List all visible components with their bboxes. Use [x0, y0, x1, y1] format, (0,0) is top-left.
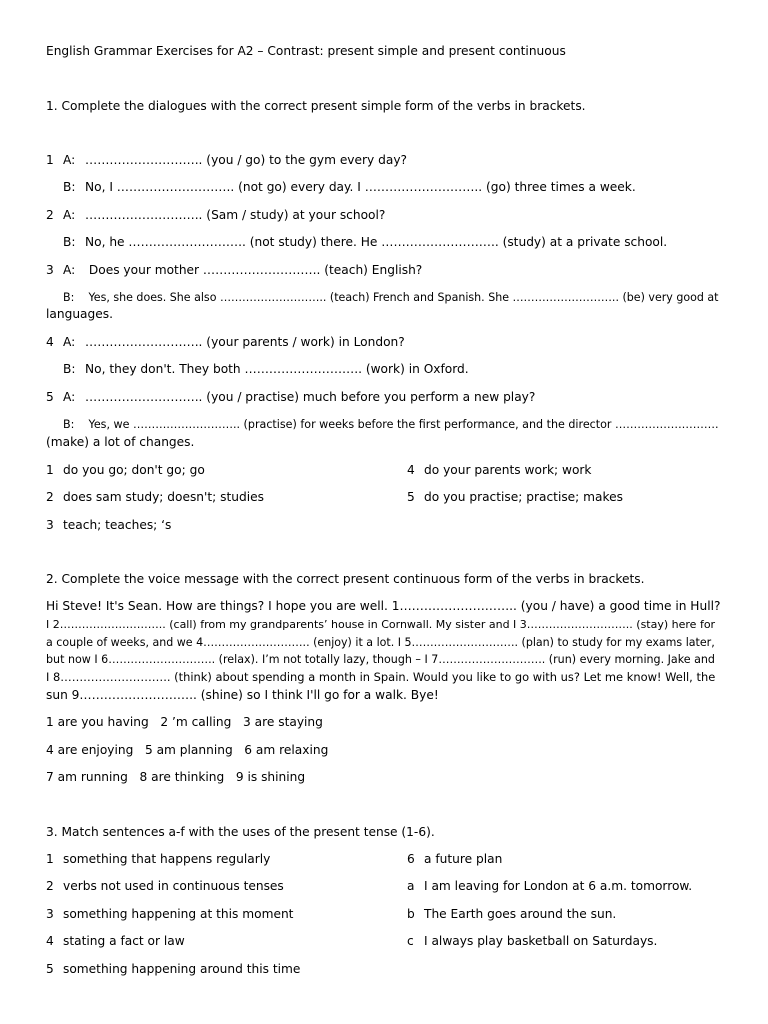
dialogue-line: 5 A: ……………………….. (you / practise) much before you perform a new play? [46, 390, 536, 404]
match-item: 1 something that happens regularly [46, 852, 271, 866]
answer-item: 3 teach; teaches; ‘s [46, 518, 172, 532]
match-item: a I am leaving for London at 6 a.m. tomorrow. [407, 879, 693, 893]
message-line: a couple of weeks, and we 4……………………….. (enjoy) it a lot. I 5……………………….. (plan) to study for my exams later, [46, 636, 715, 649]
answer-item: 4 do your parents work; work [407, 463, 592, 477]
dialogue-line: B: No, he ……………………….. (not study) there. He ……………………….. (study) at a private school. [63, 235, 668, 249]
answer-row: 4 are enjoying 5 am planning 6 am relaxing [46, 743, 329, 757]
dialogue-line: B: Yes, she does. She also ……………………….. (teach) French and Spanish. She ……………………….. (be) very good at [63, 291, 719, 304]
dialogue-line: B: No, they don't. They both ……………………….. (work) in Oxford. [63, 362, 469, 376]
exercise-1-heading: 1. Complete the dialogues with the correct present simple form of the verbs in brackets. [46, 99, 586, 113]
message-line: but now I 6……………………….. (relax). I’m not totally lazy, though – I 7……………………….. (run) every morning. Jake and [46, 653, 715, 666]
page-title: English Grammar Exercises for A2 – Contrast: present simple and present continuous [46, 44, 566, 58]
match-item: 2 verbs not used in continuous tenses [46, 879, 284, 893]
answer-row: 1 are you having 2 ’m calling 3 are staying [46, 715, 323, 729]
dialogue-line: languages. [46, 307, 113, 321]
dialogue-line: 1 A: ……………………….. (you / go) to the gym every day? [46, 153, 408, 167]
dialogue-line: B: No, I ……………………….. (not go) every day. I ……………………….. (go) three times a week. [63, 180, 636, 194]
match-item: 6 a future plan [407, 852, 503, 866]
exercise-2-heading: 2. Complete the voice message with the correct present continuous form of the verbs in brackets. [46, 572, 645, 586]
match-item: 5 something happening around this time [46, 962, 301, 976]
answer-item: 2 does sam study; doesn't; studies [46, 490, 264, 504]
match-item: 3 something happening at this moment [46, 907, 294, 921]
dialogue-line: (make) a lot of changes. [46, 435, 195, 449]
message-line: Hi Steve! It's Sean. How are things? I hope you are well. 1……………………….. (you / have) a good time in Hull? [46, 599, 721, 613]
message-line: sun 9……………………….. (shine) so I think I'll go for a walk. Bye! [46, 688, 439, 702]
exercise-3-heading: 3. Match sentences a-f with the uses of the present tense (1-6). [46, 825, 435, 839]
dialogue-line: B: Yes, we ……………………….. (practise) for weeks before the first performance, and the director ………………………. [63, 418, 719, 431]
message-line: I 2……………………….. (call) from my grandparents’ house in Cornwall. My sister and I 3……………………….. (stay) here for [46, 618, 716, 631]
dialogue-line: 3 A: Does your mother ……………………….. (teach) English? [46, 263, 423, 277]
answer-item: 1 do you go; don't go; go [46, 463, 205, 477]
match-item: 4 stating a fact or law [46, 934, 185, 948]
dialogue-line: 4 A: ……………………….. (your parents / work) in London? [46, 335, 405, 349]
match-item: b The Earth goes around the sun. [407, 907, 617, 921]
match-item: c I always play basketball on Saturdays. [407, 934, 658, 948]
answer-item: 5 do you practise; practise; makes [407, 490, 623, 504]
dialogue-line: 2 A: ……………………….. (Sam / study) at your school? [46, 208, 386, 222]
message-line: I 8……………………….. (think) about spending a month in Spain. Would you like to go with us? Let me know! Well, the [46, 670, 716, 684]
answer-row: 7 am running 8 are thinking 9 is shining [46, 770, 306, 784]
